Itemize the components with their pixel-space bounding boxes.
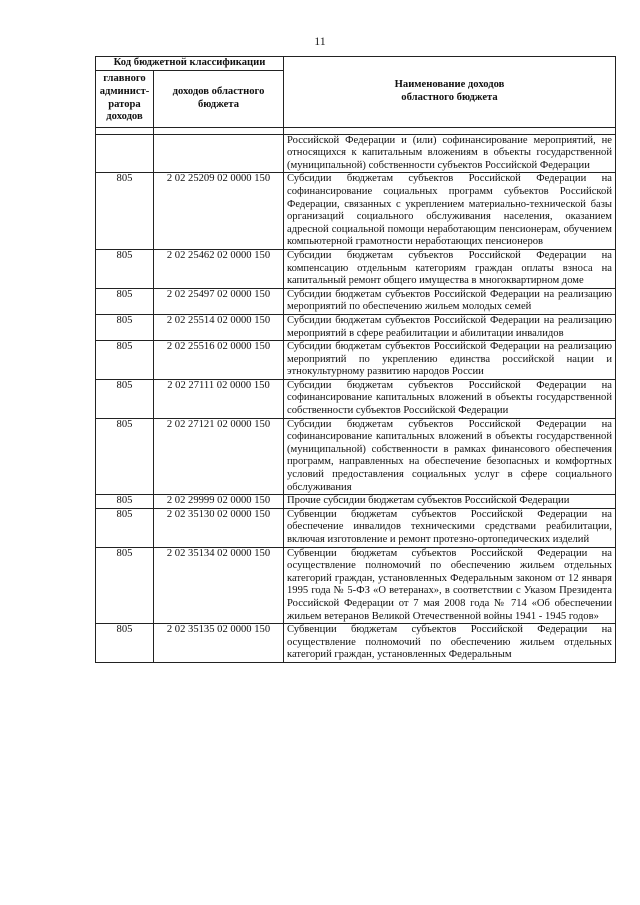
revenue-code-cell: 2 02 25462 02 0000 150	[154, 249, 284, 288]
spacer-cell	[96, 127, 154, 134]
revenue-code-cell: 2 02 29999 02 0000 150	[154, 495, 284, 509]
header-classification-code: Код бюджетной классификации	[96, 57, 284, 71]
revenue-name-cell: Прочие субсидии бюджетам субъектов Российской Федерации	[284, 495, 616, 509]
admin-code-cell: 805	[96, 341, 154, 380]
revenue-code-cell	[154, 134, 284, 173]
revenue-name-cell: Субсидии бюджетам субъектов Российской Федерации на софинансирование капитальных вложений в объекты государственной (муниципальной) собственности в рамках финансового обеспечения программ, направленных на обеспечение безопасных и комфортных условий предоставления социальных услуг в сфере социального обслуживания	[284, 418, 616, 495]
spacer-cell	[284, 127, 616, 134]
header-spacer-row	[96, 127, 616, 134]
revenue-name-cell: Субсидии бюджетам субъектов Российской Федерации на софинансирование социальных программ субъектов Российской Федерации, связанных с укреплением материально-технической базы организаций социального обслуживания населения, оказанием адресной социальной помощи неработающим пенсионерам, обучением компьютерной грамотности неработающих пенсионеров	[284, 173, 616, 250]
revenue-name-cell: Субсидии бюджетам субъектов Российской Федерации на компенсацию отдельным категориям граждан оплаты взноса на капитальный ремонт общего имущества в многоквартирном доме	[284, 249, 616, 288]
admin-code-cell: 805	[96, 249, 154, 288]
header-row-group	[96, 57, 616, 71]
revenue-code-cell: 2 02 25516 02 0000 150	[154, 341, 284, 380]
admin-code-cell: 805	[96, 547, 154, 624]
admin-code-cell	[96, 134, 154, 173]
revenue-name-cell: Субвенции бюджетам субъектов Российской Федерации на обеспечение инвалидов техническими средствами реабилитации, включая изготовление и ремонт протезно-ортопедических изделий	[284, 508, 616, 547]
revenue-code-cell: 2 02 27111 02 0000 150	[154, 379, 284, 418]
page-number: 11	[314, 34, 326, 48]
revenue-name-cell: Субсидии бюджетам субъектов Российской Федерации на реализацию мероприятий в сфере реабилитации и абилитации инвалидов	[284, 314, 616, 340]
revenue-classification-table	[95, 56, 616, 663]
revenue-code-cell: 2 02 25209 02 0000 150	[154, 173, 284, 250]
admin-code-cell: 805	[96, 173, 154, 250]
revenue-name-cell: Субсидии бюджетам субъектов Российской Федерации на реализацию мероприятий по обеспечению жильем молодых семей	[284, 288, 616, 314]
header-chief-administrator: главного админист-ратора доходов	[96, 70, 154, 127]
table-row	[96, 341, 616, 380]
table-row	[96, 624, 616, 663]
revenue-name-cell: Субсидии бюджетам субъектов Российской Федерации на софинансирование капитальных вложений в объекты государственной собственности субъектов Российской Федерации	[284, 379, 616, 418]
revenue-name-cell: Субвенции бюджетам субъектов Российской Федерации на осуществление полномочий по обеспечению жильем отдельных категорий граждан, установленных Федеральным	[284, 624, 616, 663]
table-body	[96, 134, 616, 662]
table-row	[96, 495, 616, 509]
admin-code-cell: 805	[96, 314, 154, 340]
header-revenue-name-text: Наименование доходов областного бюджета	[394, 79, 505, 103]
table-row	[96, 134, 616, 173]
table-row	[96, 288, 616, 314]
table-row	[96, 249, 616, 288]
revenue-code-cell: 2 02 27121 02 0000 150	[154, 418, 284, 495]
revenue-code-cell: 2 02 35135 02 0000 150	[154, 624, 284, 663]
table-row	[96, 508, 616, 547]
table-row	[96, 314, 616, 340]
revenue-code-cell: 2 02 25497 02 0000 150	[154, 288, 284, 314]
header-revenue-code	[154, 70, 284, 127]
revenue-code-cell: 2 02 25514 02 0000 150	[154, 314, 284, 340]
admin-code-cell: 805	[96, 418, 154, 495]
admin-code-cell: 805	[96, 508, 154, 547]
revenue-name-cell: Субсидии бюджетам субъектов Российской Федерации на реализацию мероприятий по укреплению единства российской нации и этнокультурному развитию народов России	[284, 341, 616, 380]
admin-code-cell: 805	[96, 624, 154, 663]
admin-code-cell: 805	[96, 288, 154, 314]
revenue-name-cell: Субвенции бюджетам субъектов Российской Федерации на осуществление полномочий по обеспечению жильем отдельных категорий граждан, установленных Федеральным законом от 12 января 1995 года № 5-ФЗ «О ветеранах», в соответствии с Указом Президента Российской Федерации от 7 мая 2008 года № 714 «Об обеспечении жильем ветеранов Великой Отечественной войны 1941 - 1945 годов»	[284, 547, 616, 624]
header-revenue-code-text: доходов областного бюджета	[172, 86, 265, 110]
table-row	[96, 379, 616, 418]
admin-code-cell: 805	[96, 495, 154, 509]
spacer-cell	[154, 127, 284, 134]
revenue-name-cell: Российской Федерации и (или) софинансирование мероприятий, не относящихся к капитальным вложениям в объекты государственной (муниципальной) собственности субъектов Российской Федерации	[284, 134, 616, 173]
table-row	[96, 547, 616, 624]
header-revenue-name	[284, 57, 616, 128]
table-row	[96, 173, 616, 250]
admin-code-cell: 805	[96, 379, 154, 418]
revenue-code-cell: 2 02 35130 02 0000 150	[154, 508, 284, 547]
table-row	[96, 418, 616, 495]
revenue-code-cell: 2 02 35134 02 0000 150	[154, 547, 284, 624]
